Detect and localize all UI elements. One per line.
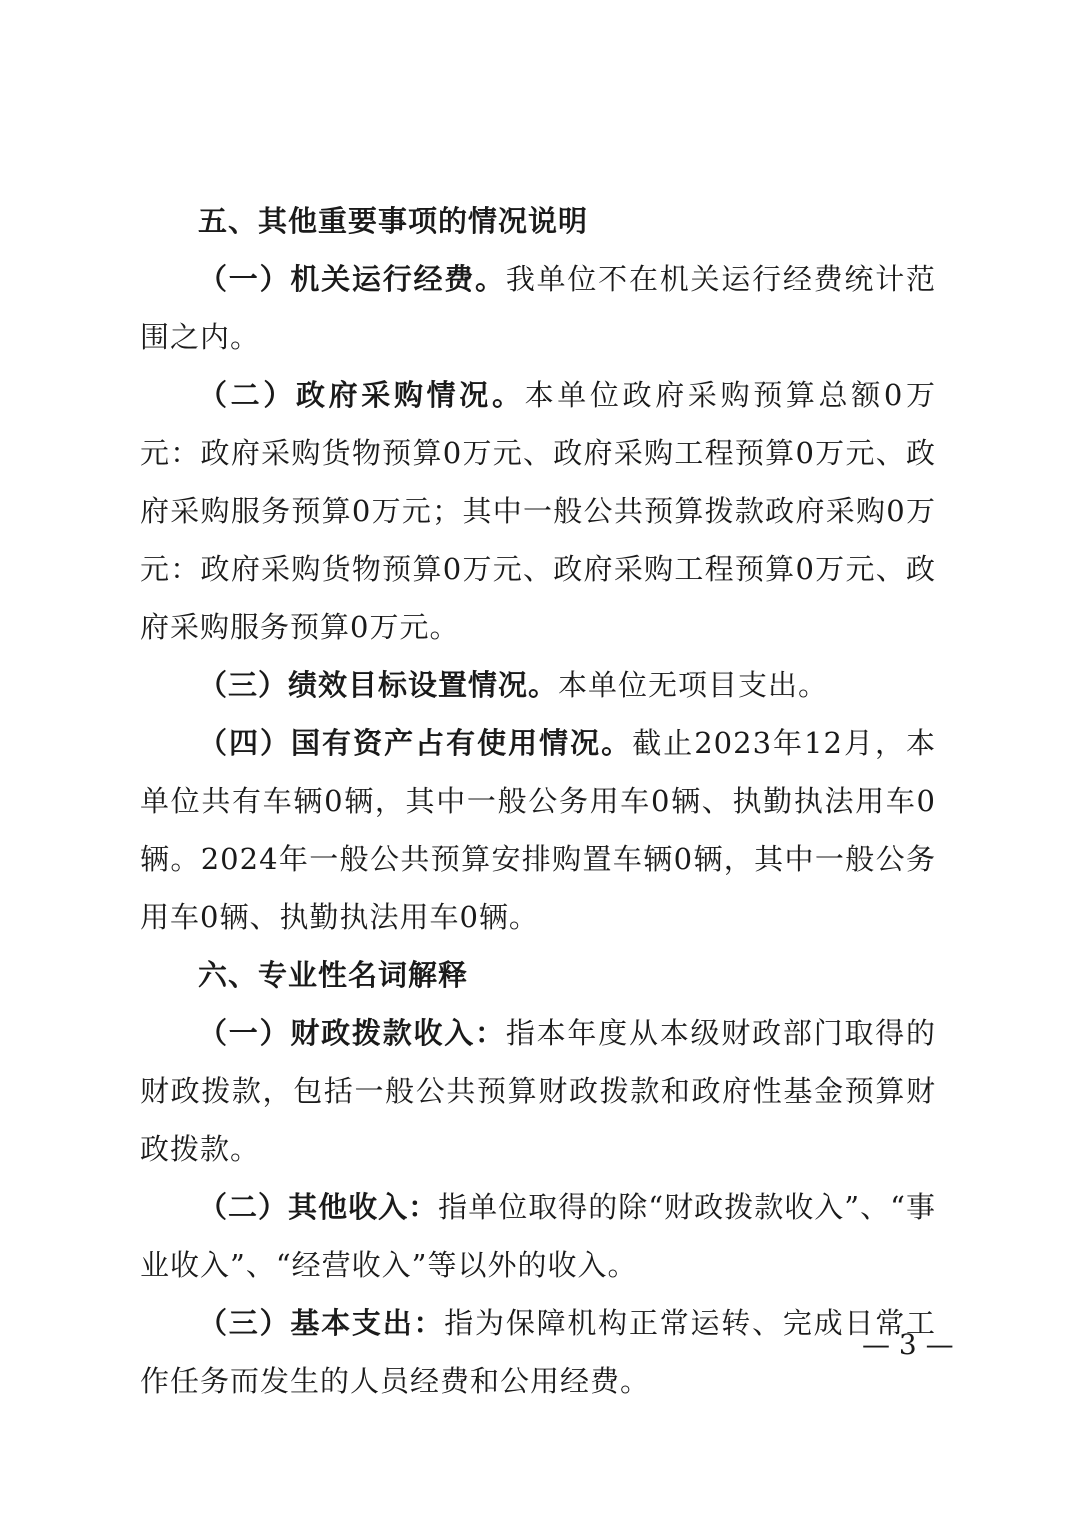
paragraph-text: 本单位政府采购预算总额0万元：政府采购货物预算0万元、政府采购工程预算0万元、政府采购服务预算0万元；其中一般公共预算拨款政府采购0万元：政府采购货物预算0万元、政府采购工程预算0万元、政府采购服务预算0万元。 bbox=[140, 378, 936, 644]
paragraph-text: 本单位无项目支出。 bbox=[558, 668, 829, 702]
paragraph-other-income bbox=[140, 1178, 936, 1294]
paragraph-text: 指本年度从本级财政部门取得的财政拨款，包括一般公共预算财政拨款和政府性基金预算财政拨款。 bbox=[140, 1016, 936, 1166]
paragraph-basic-expenditure bbox=[140, 1294, 936, 1410]
paragraph-text: 指单位取得的除“财政拨款收入”、“事业收入”、“经营收入”等以外的收入。 bbox=[140, 1190, 936, 1282]
paragraph-state-assets bbox=[140, 714, 936, 946]
paragraph-lead: （一）机关运行经费。 bbox=[198, 262, 506, 296]
section-heading-other-matters: 五、其他重要事项的情况说明 bbox=[198, 204, 589, 238]
section-heading-glossary: 六、专业性名词解释 bbox=[198, 958, 469, 992]
paragraph-lead: （三）基本支出： bbox=[198, 1306, 445, 1340]
paragraph-lead: （二）政府采购情况。 bbox=[198, 378, 525, 412]
paragraph-office-operating-expenses bbox=[140, 250, 936, 366]
page-number: — 3 — bbox=[862, 1328, 954, 1361]
paragraph-performance-targets bbox=[140, 656, 936, 714]
paragraph-text: 指为保障机构正常运转、完成日常工作任务而发生的人员经费和公用经费。 bbox=[140, 1306, 936, 1398]
paragraph-fiscal-appropriation-income bbox=[140, 1004, 936, 1178]
paragraph-text: 截止2023年12月，本单位共有车辆0辆，其中一般公务用车0辆、执勤执法用车0辆。2024年一般公共预算安排购置车辆0辆，其中一般公务用车0辆、执勤执法用车0辆。 bbox=[140, 726, 936, 934]
paragraph-lead: （三）绩效目标设置情况。 bbox=[198, 668, 559, 702]
paragraph-lead: （二）其他收入： bbox=[198, 1190, 439, 1224]
paragraph-government-procurement bbox=[140, 366, 936, 656]
paragraph-lead: （四）国有资产占有使用情况。 bbox=[198, 726, 633, 760]
document-body bbox=[140, 192, 936, 1410]
paragraph-text: 我单位不在机关运行经费统计范围之内。 bbox=[140, 262, 936, 354]
paragraph-lead: （一）财政拨款收入： bbox=[198, 1016, 506, 1050]
